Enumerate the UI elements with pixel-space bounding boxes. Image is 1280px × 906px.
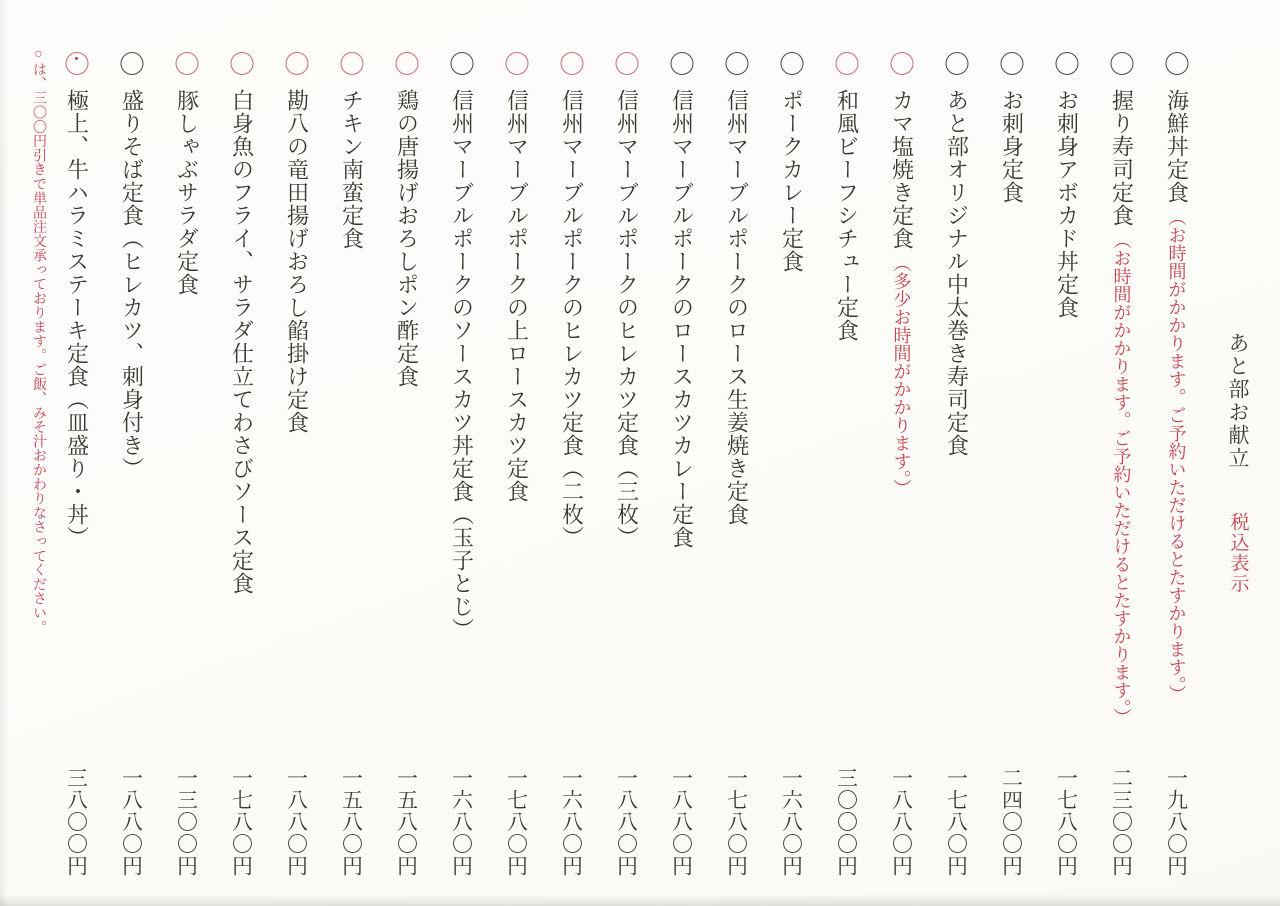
item-price: 一八八〇円	[284, 767, 309, 877]
item-name: 鶏の唐揚げおろしポン酢定食	[394, 89, 420, 388]
item-name: 海鮮丼定食	[1164, 89, 1190, 204]
menu-item-column-7	[819, 0, 874, 906]
item-price: 一八八〇円	[669, 767, 694, 877]
item-marker-circle-icon	[120, 52, 143, 75]
menu-item	[450, 52, 473, 641]
item-marker-circle-icon	[945, 52, 968, 75]
menu-item-column-4	[984, 0, 1039, 906]
menu-item-column-15	[379, 0, 434, 906]
item-marker-circle-icon	[450, 52, 473, 75]
menu-item-column-10	[654, 0, 709, 906]
menu-item	[1000, 52, 1023, 204]
item-marker-circle-icon	[725, 52, 748, 75]
menu-item	[1055, 52, 1078, 319]
item-name: 信州マーブルポークのヒレカツ定食（二枚）	[559, 89, 585, 549]
menu-item	[120, 52, 143, 480]
menu-item-column-9	[709, 0, 764, 906]
menu-item-column-14	[434, 0, 489, 906]
item-price: 一七八〇円	[944, 767, 969, 877]
item-price: 二三〇〇円	[1109, 767, 1134, 877]
item-marker-circle-icon	[285, 52, 308, 75]
item-name: 信州マーブルポークの上ロースカツ定食	[504, 89, 530, 503]
item-name: 信州マーブルポークのヒレカツ定食（三枚）	[614, 89, 640, 549]
menu-item	[560, 52, 583, 549]
menu-item-column-2	[1094, 0, 1149, 906]
title-column	[1204, 0, 1272, 906]
item-marker-circle-icon	[670, 52, 693, 75]
menu-item-column-1	[1149, 0, 1204, 906]
menu-item	[1110, 52, 1133, 726]
item-name: 和風ビーフシチュー定食	[834, 89, 860, 342]
item-marker-circle-icon	[835, 52, 858, 75]
item-marker-circle-icon	[560, 52, 583, 75]
item-name: 信州マーブルポークのロース生姜焼き定食	[724, 89, 750, 526]
tax-included-note: 税込表示	[1227, 512, 1249, 594]
menu-item	[505, 52, 528, 503]
item-note-red: （お時間がかかります。ご予約いただけるとたすかります。）	[1166, 208, 1187, 703]
item-price: 三〇〇〇円	[834, 767, 859, 877]
item-price: 一七八〇円	[724, 767, 749, 877]
item-name: 信州マーブルポークのソースカツ丼定食（玉子とじ）	[449, 89, 475, 641]
menu-item-column-12	[544, 0, 599, 906]
menu-item	[780, 52, 803, 273]
item-price: 二四〇〇円	[999, 767, 1024, 877]
menu-item-column-6	[874, 0, 929, 906]
item-name: チキン南蛮定食	[339, 89, 365, 250]
item-marker-circle-icon	[230, 52, 253, 75]
item-price: 三八〇〇円	[64, 767, 89, 877]
page-title: あと部お献立	[1226, 332, 1250, 470]
menu-item-column-17	[269, 0, 324, 906]
menu-item	[285, 52, 308, 434]
menu-item	[615, 52, 638, 549]
item-price: 一三〇〇円	[174, 767, 199, 877]
menu-item	[175, 52, 198, 296]
item-price: 一七八〇円	[1054, 767, 1079, 877]
item-price: 一六八〇円	[559, 767, 584, 877]
item-name: あと部オリジナル中太巻き寿司定食	[944, 89, 970, 457]
item-marker-circle-icon	[340, 52, 363, 75]
item-name: カマ塩焼き定食	[889, 89, 915, 250]
item-name: 信州マーブルポークのロースカツカレー定食	[669, 89, 695, 549]
item-name: 豚しゃぶサラダ定食	[174, 89, 200, 296]
item-name: 握り寿司定食	[1109, 89, 1135, 227]
menu-item-column-13	[489, 0, 544, 906]
item-price: 一八八〇円	[119, 767, 144, 877]
legend-column	[0, 0, 49, 906]
item-marker-circle-icon	[780, 52, 803, 75]
menu-item	[725, 52, 748, 526]
item-price: 一五八〇円	[339, 767, 364, 877]
menu-item-column-21	[49, 0, 104, 906]
item-marker-circle-icon	[65, 52, 88, 75]
menu-item-column-18	[214, 0, 269, 906]
item-price: 一八八〇円	[889, 767, 914, 877]
item-price: 一六八〇円	[449, 767, 474, 877]
menu-item	[890, 52, 913, 497]
item-note-red: （お時間がかかります。ご予約いただけるとたすかります。）	[1111, 231, 1132, 726]
item-note-red: （多少お時間がかかります。）	[891, 254, 912, 497]
menu-item	[835, 52, 858, 342]
item-name: 盛りそば定食（ヒレカツ、刺身付き）	[119, 89, 145, 480]
item-marker-circle-icon	[175, 52, 198, 75]
item-name: お刺身アボカド丼定食	[1054, 89, 1080, 319]
menu-item-column-11	[599, 0, 654, 906]
item-marker-circle-icon	[505, 52, 528, 75]
menu-item	[340, 52, 363, 250]
menu-item	[65, 52, 88, 549]
item-name: お刺身定食	[999, 89, 1025, 204]
menu-item	[230, 52, 253, 595]
item-name: 白身魚のフライ、サラダ仕立てわさびソース定食	[229, 89, 255, 595]
item-marker-circle-icon	[1165, 52, 1188, 75]
item-marker-circle-icon	[1000, 52, 1023, 75]
item-name: 勘八の竜田揚げおろし餡掛け定食	[284, 89, 310, 434]
item-marker-circle-icon	[1110, 52, 1133, 75]
item-name: 極上、牛ハラミステーキ定食（皿盛り・丼）	[64, 89, 90, 549]
item-price: 一六八〇円	[779, 767, 804, 877]
menu-item	[670, 52, 693, 549]
item-name: ポークカレー定食	[779, 89, 805, 273]
menu-item	[395, 52, 418, 388]
menu-item-column-3	[1039, 0, 1094, 906]
item-price: 一七八〇円	[504, 767, 529, 877]
menu-item-column-16	[324, 0, 379, 906]
menu-item	[1165, 52, 1188, 703]
menu-item-column-19	[159, 0, 214, 906]
item-marker-circle-icon	[615, 52, 638, 75]
item-price: 一五八〇円	[394, 767, 419, 877]
item-marker-circle-icon	[395, 52, 418, 75]
menu-item	[945, 52, 968, 457]
item-price: 一八八〇円	[614, 767, 639, 877]
discount-legend: ○は、三〇〇円引きで単品注文承っております。ご飯、みそ汁おかわりなさってください。	[31, 47, 46, 635]
item-price: 一九八〇円	[1164, 767, 1189, 877]
item-price: 一七八〇円	[229, 767, 254, 877]
menu-item-column-20	[104, 0, 159, 906]
menu-item-column-8	[764, 0, 819, 906]
item-marker-circle-icon	[1055, 52, 1078, 75]
menu-item-column-5	[929, 0, 984, 906]
item-marker-circle-icon	[890, 52, 913, 75]
